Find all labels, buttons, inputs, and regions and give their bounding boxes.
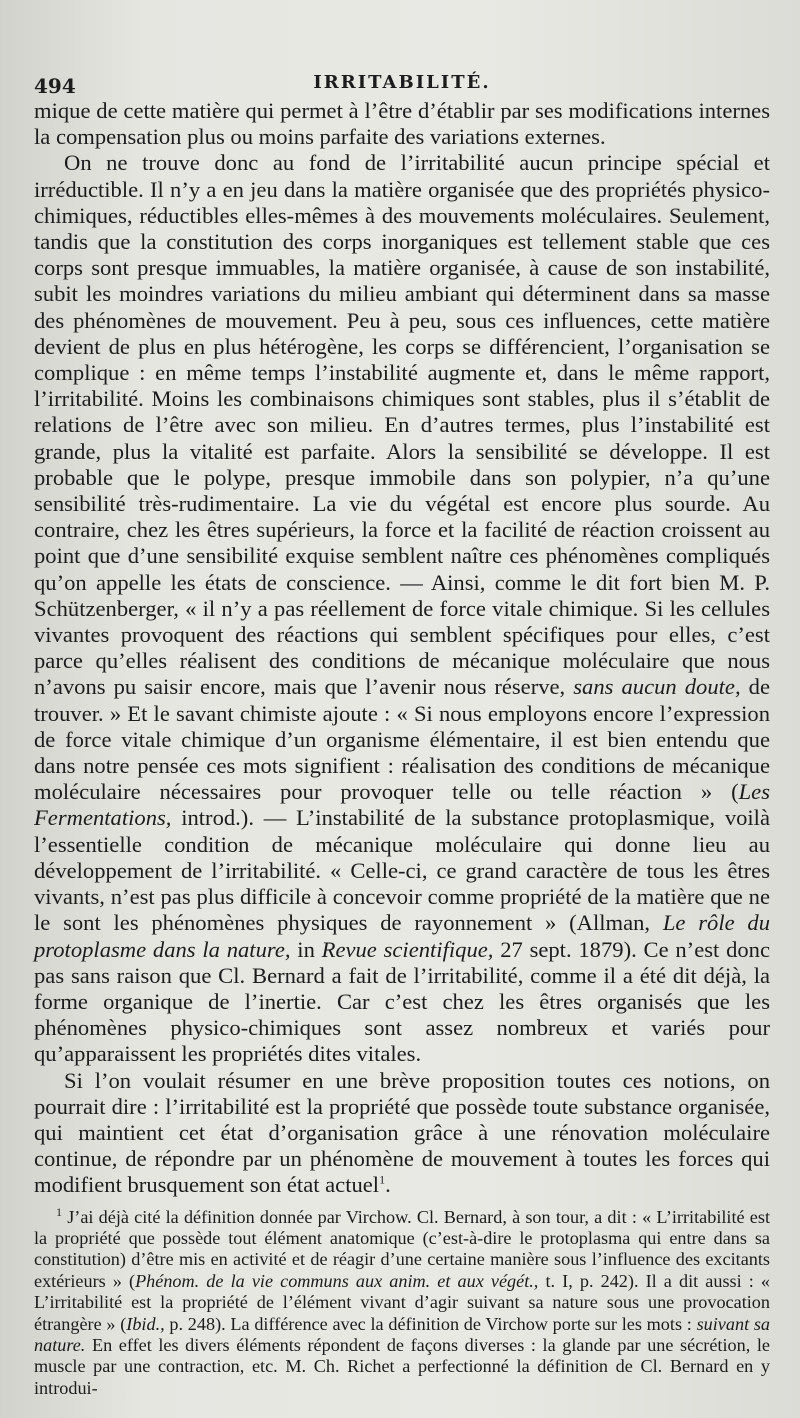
paragraph-continued: mique de cette matière qui permet à l’être d’établir par ses modifications internes la compensation plus ou moins parfaite des variations externes. — [34, 98, 770, 150]
italic-title: Le rôle du protoplasme dans la nature, — [34, 910, 770, 962]
running-head: IRRITABILITÉ. — [313, 72, 491, 93]
main-text — [34, 98, 770, 1199]
italic-title: Revue scientifique, — [321, 936, 494, 962]
footnote: $^1$ J’ai déjà cité la définition donnée par Virchow. Cl. Bernard, à son tour, a dit : « L’irritabilité est la propriété que possède tout élément anatomique (c’est-à-dire le protoplasma qui entre dans sa constitution) d’être mis en activité et de réagir d’une certaine manière sous l’influence des excitants extérieurs » (Phénom. de la vie communs aux anim. et aux végét., t. I, p. 242). Il a dit aussi : « L’irritabilité est la propriété de l’élément vivant d’agir suivant sa nature sous une provocation étrangère » (Ibid., p. 248). La différence avec la définition de Virchow porte sur les mots : suivant sa nature. En effet les divers éléments répondent de façons diverses : la glande par une sécrétion, le muscle par une contraction, etc. M. Ch. Richet a perfectionné la définition de Cl. Bernard en y introdui- — [34, 1204, 771, 1398]
page-header — [34, 62, 770, 98]
italic-title: Les Fermentations, — [34, 779, 770, 831]
italic-phrase: sans aucun doute, — [573, 674, 741, 700]
footnote-marker: 1 — [379, 1172, 386, 1187]
footnote-number: 1 — [56, 1204, 62, 1219]
page-number: 494 — [34, 74, 76, 98]
paragraph: Si l’on voulait résumer en une brève proposition toutes ces notions, on pourrait dire : l’irritabilité est la propriété que possède toute substance organisée, qui maintient cet état d’organisation grâce à une rénovation moléculaire continue, de répondre par un phénomène de mouvement à toutes les forces qui modifient brusquement son état actuel$^1$. — [34, 1067, 770, 1198]
paragraph: On ne trouve donc au fond de l’irritabilité aucun principe spécial et irréductible. Il n’y a en jeu dans la matière organisée que des propriétés physico-chimiques, réductibles elles-mêmes à des mouvements moléculaires. Seulement, tandis que la constitution des corps inorganiques est tellement stable que ces corps sont presque immuables, la matière organisée, à cause de son instabilité, subit les moindres variations du milieu ambiant qui déterminent dans sa masse des phénomènes de mouvement. Peu à peu, sous ces influences, cette matière devient de plus en plus hétérogène, les corps se différencient, l’organisation se complique : en même temps l’instabilité augmente et, dans le même rapport, l’irritabilité. Moins les combinaisons chimiques sont stables, plus il s’établit de relations de l’être avec son milieu. En d’autres termes, plus l’instabilité est grande, plus la vitalité est parfaite. Alors la sensibilité se développe. Il est probable que le polype, presque immobile dans son polypier, n’a qu’une sensibilité très-rudimentaire. La vie du végétal est encore plus sourde. Au contraire, chez les êtres supérieurs, la force et la facilité de réaction croissent au point que d’une sensibilité exquise semblent naître ces phénomènes compliqués qu’on appelle les états de conscience. — Ainsi, comme le dit fort bien M. P. Schützenberger, « il n’y a pas réellement de force vitale chimique. Si les cellules vivantes provoquent des réactions qui semblent spécifiques pour elles, c’est parce qu’elles réalisent des conditions de mécanique moléculaire que nous n’avons pu saisir encore, mais que l’avenir nous réserve, sans aucun doute, de trouver. » Et le savant chimiste ajoute : « Si nous employons encore l’expression de force vitale chimique d’un organisme élémentaire, il est bien entendu que dans notre pensée ces mots signifient : réalisation des conditions de mécanique moléculaire nécessaires pour provoquer telle ou telle réaction » (Les Fermentations, introd.). — L’instabilité de la substance protoplasmique, voilà l’essentielle condition de mécanique moléculaire qui donne lieu au développement de l’irritabilité. « Celle-ci, ce grand caractère de tous les êtres vivants, n’est pas plus difficile à concevoir comme propriété de la matière que ne le sont les phénomènes physiques de rayonnement » (Allman, Le rôle du protoplasme dans la nature, in Revue scientifique, 27 sept. 1879). Ce n’est donc pas sans raison que Cl. Bernard a fait de l’irritabilité, comme il a été dit déjà, la forme organique de l’inertie. Car c’est chez les êtres organisés que les phénomènes physico-chimiques sont assez nombreux et variés pour qu’apparaissent les propriétés dites vitales. — [34, 150, 770, 1067]
